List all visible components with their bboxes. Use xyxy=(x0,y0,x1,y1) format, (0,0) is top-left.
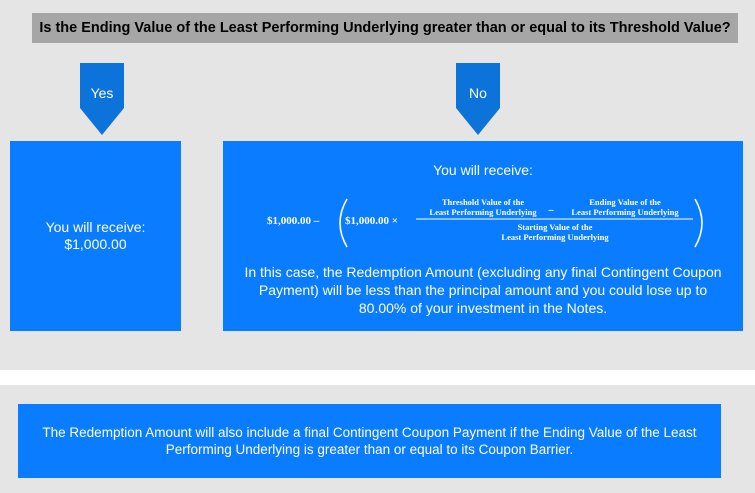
formula-denominator-line2: Least Performing Underlying xyxy=(501,232,609,242)
formula-inner: $1,000.00 × xyxy=(345,215,399,227)
yes-outcome-box xyxy=(10,141,181,331)
formula-numerator-right-line2: Least Performing Underlying xyxy=(571,207,679,217)
no-outcome-note: In this case, the Redemption Amount (excluding any final Contingent Coupon Payment) will be less than the principal amount and you could lose up to 80.00% of your investment in the Notes. xyxy=(244,264,722,316)
yes-amount: $1,000.00 xyxy=(64,236,127,252)
question-text: Is the Ending Value of the Least Performing Underlying greater than or equal to its Threshold Value? xyxy=(39,20,731,36)
formula-lead: $1,000.00 – xyxy=(267,215,320,227)
formula-numerator-left-line2: Least Performing Underlying xyxy=(429,207,537,217)
redemption-formula xyxy=(263,193,703,253)
no-arrow xyxy=(456,63,500,137)
no-outcome-box xyxy=(223,141,743,331)
yes-label: Yes xyxy=(90,85,114,101)
footer-note: The Redemption Amount will also include a final Contingent Coupon Payment if the Ending Value of the Least Performing Underlying is greater than or equal to its Coupon Barrier. xyxy=(42,425,697,457)
footer-note-box xyxy=(18,404,721,478)
yes-arrow xyxy=(80,63,124,137)
formula-minus: – xyxy=(548,205,554,216)
formula-numerator-left-line1: Threshold Value of the xyxy=(441,197,525,207)
formula-right-paren xyxy=(695,199,702,247)
formula-numerator-right-line1: Ending Value of the xyxy=(589,197,661,207)
question-banner xyxy=(32,13,738,43)
formula-denominator-line1: Starting Value of the xyxy=(517,222,593,232)
no-receive-label: You will receive: xyxy=(433,162,533,178)
no-label: No xyxy=(469,85,487,101)
yes-receive-label: You will receive: xyxy=(45,219,146,235)
